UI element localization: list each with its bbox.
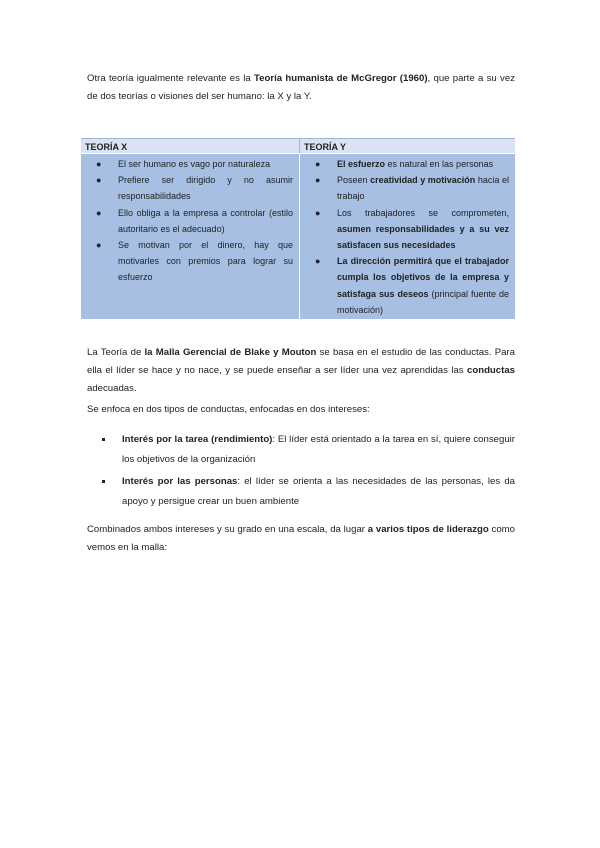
list-item-bold: La dirección permitirá que el trabajador cumpla los objetivos de la empresa y satisfaga sus deseos [337,256,509,299]
intro-bold-theory: Teoría humanista de McGregor (1960) [254,73,428,84]
header-theory-y: TEORÍA Y [300,139,516,154]
list-item [96,205,293,237]
list-item [96,237,293,286]
list-item-text: Se motivan por el dinero, hay que motivarles con premios para lograr su esfuerzo [118,240,293,283]
malla-text-end: adecuadas. [87,383,137,394]
theory-comparison-table [81,138,515,319]
square-bullet-icon [102,438,105,441]
list-item-text: Poseen [337,175,371,186]
header-theory-x: TEORÍA X [81,139,300,154]
list-item [315,172,509,204]
list-item-bold: El esfuerzo [337,159,386,169]
intro-text: Otra teoría igualmente relevante es la [87,73,255,84]
list-item-text: es natural en las personas [385,159,494,169]
bullet-icon: ● [96,240,102,251]
interest-text: : el líder se orienta a las necesidades de las personas, les da apoyo y persigue crear un buen ambiente [122,476,515,507]
table-header-row [81,139,515,154]
closing-text: Combinados ambos intereses y su grado en una escala, da lugar [87,524,368,535]
malla-text: se basa en el estudio de las conductas. Para ella el líder se hace y no nace, y se puede enseñar a ser líder una vez aprendidas las [87,347,515,376]
malla-text: La Teoría de [87,347,145,358]
list-item [96,156,293,172]
bullet-icon: ● [96,207,102,218]
closing-bold: a varios tipos de liderazgo [367,524,489,535]
interest-text: : El líder está orientado a la tarea en sí, quiere conseguir los objetivos de la organización [122,434,515,465]
bullet-icon: ● [315,256,321,267]
list-item-text: hacia el trabajo [337,175,509,202]
list-item [102,472,515,512]
list-item-text: El ser humano es vago por naturaleza [118,159,271,169]
intro-paragraph [87,70,515,106]
theory-y-cell [300,154,516,320]
table-body-row [81,154,515,320]
list-item [315,205,509,254]
focus-paragraph: Se enfoca en dos tipos de conductas, enfocadas en dos intereses: [87,404,370,415]
bullet-icon: ● [315,207,321,218]
list-item [315,156,509,172]
theory-x-cell [81,154,300,320]
list-item [96,172,293,204]
closing-paragraph [87,521,515,557]
interest-title: Interés por la tarea (rendimiento) [122,434,273,445]
list-item-text: Los trabajadores se comprometen, [337,207,509,218]
bullet-icon: ● [96,175,102,186]
list-item-text: Ello obliga a la empresa a controlar (estilo autoritario es el adecuado) [118,207,293,234]
theory-x-list [85,156,293,286]
square-bullet-icon [102,480,105,483]
list-item-text: Prefiere ser dirigido y no asumir responsabilidades [118,175,293,202]
intro-text-end: , que parte a su vez de dos teorías o visiones del ser humano: la X y la Y. [87,73,515,102]
malla-bold-title: la Malla Gerencial de Blake y Mouton [144,347,317,358]
interests-list [102,430,515,514]
bullet-icon: ● [96,159,102,169]
list-item-bold: creatividad y motivación [370,175,476,186]
bullet-icon: ● [315,175,321,186]
list-item-bold: asumen responsabilidades y a su vez satisfacen sus necesidades [337,223,509,251]
list-item [102,430,515,470]
bullet-icon: ● [315,159,321,169]
list-item [315,253,509,318]
closing-text-end: como vemos en la malla: [87,524,515,553]
interest-title: Interés por las personas [122,476,238,487]
theory-y-list [304,156,509,318]
malla-bold-word: conductas [467,365,515,376]
list-item-text: (principal fuente de motivación) [337,288,509,315]
malla-paragraph [87,344,515,398]
